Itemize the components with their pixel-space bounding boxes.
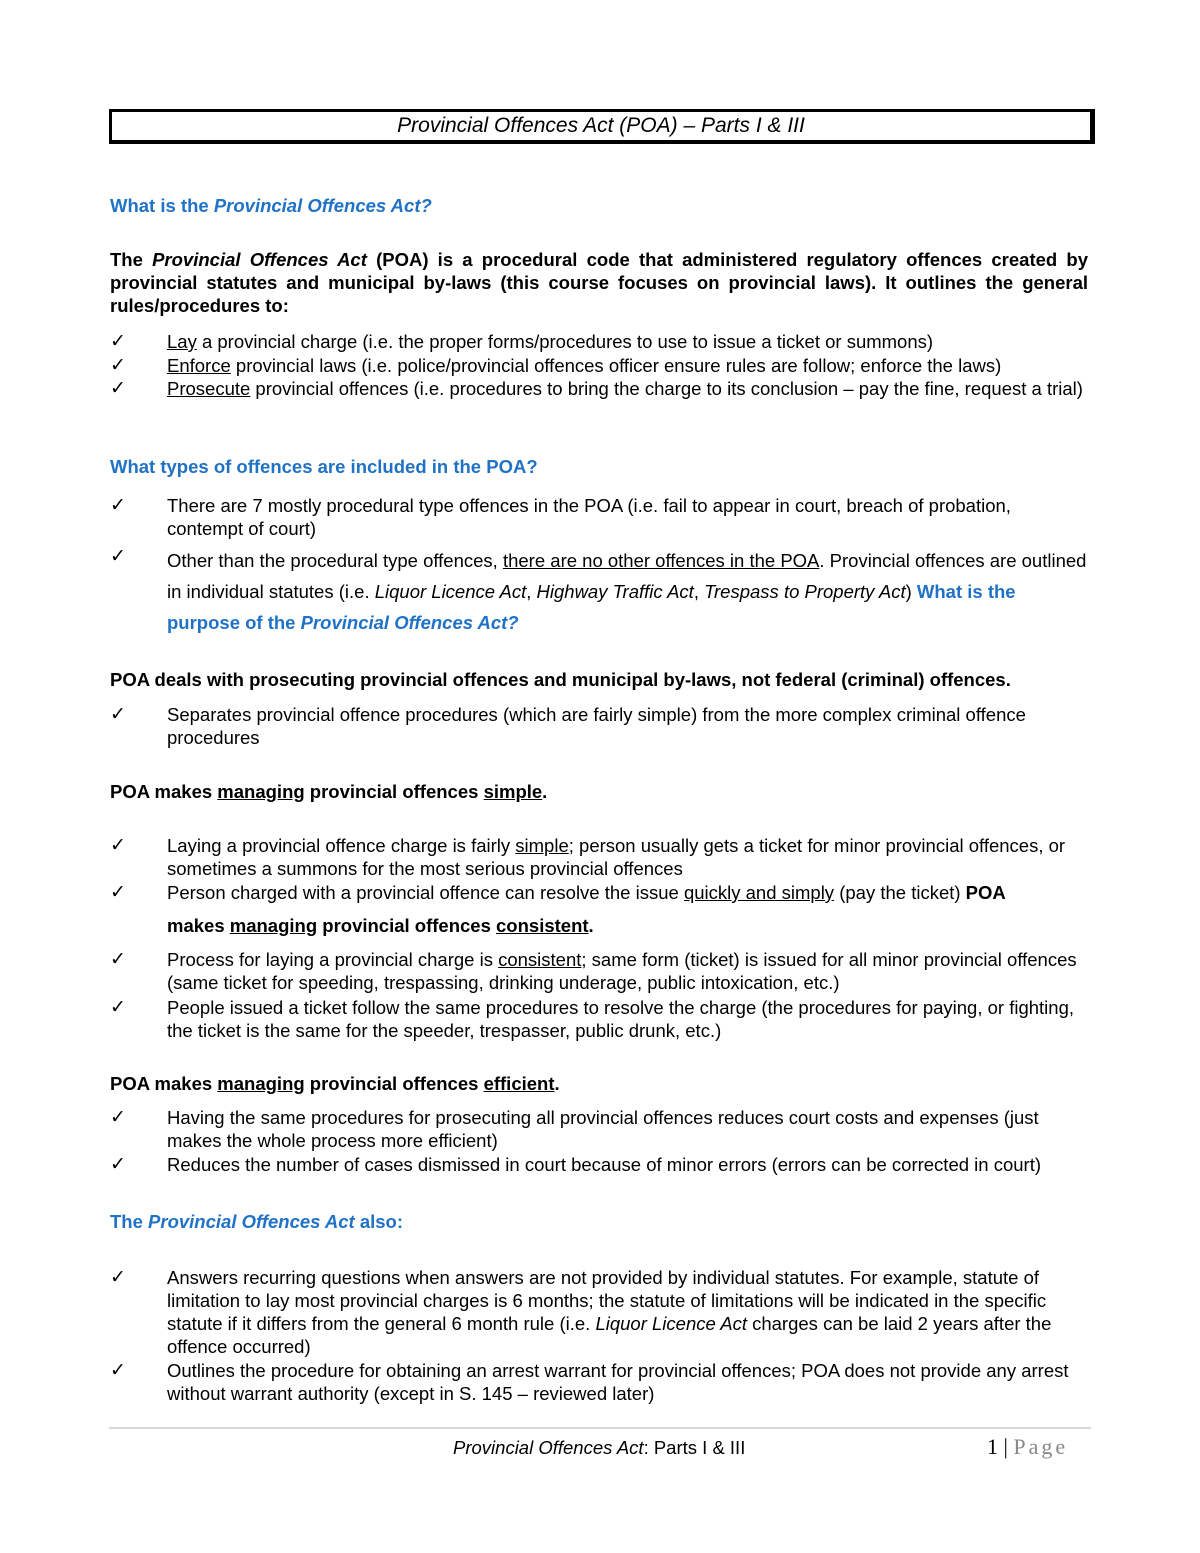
list-item: Person charged with a provincial offence can resolve the issue quickly and simply (pay the ticket) POA [167,882,1006,903]
list-item: There are 7 mostly procedural type offences in the POA (i.e. fail to appear in court, breach of probation, contempt of court) [167,495,1011,539]
check-icon: ✓ [110,546,126,567]
check-icon: ✓ [110,355,126,376]
section-heading-offence-types: What types of offences are included in the POA? [110,456,538,477]
list-item: Prosecute provincial offences (i.e. procedures to bring the charge to its conclusion – pay the fine, request a trial) [167,378,1083,399]
check-icon: ✓ [110,835,126,856]
list-item: Reduces the number of cases dismissed in court because of minor errors (errors can be corrected in court) [167,1154,1041,1175]
section-heading-also: The Provincial Offences Act also: [110,1211,404,1232]
list-item: Process for laying a provincial charge is consistent; same form (ticket) is issued for all minor provincial offences (same ticket for speeding, trespassing, drinking underage, public intoxication, etc.) [167,949,1077,993]
section-heading-what-is-poa: What is the Provincial Offences Act? [110,195,432,216]
footer-rule [109,1427,1091,1429]
list-item: Laying a provincial offence charge is fairly simple; person usually gets a ticket for minor provincial offences, or sometimes a summons for the most serious provincial offences [167,835,1066,879]
heading-efficient: POA makes managing provincial offences efficient. [110,1073,560,1094]
list-item: Enforce provincial laws (i.e. police/provincial offences officer ensure rules are follow; enforce the laws) [167,355,1002,376]
list-item: Lay a provincial charge (i.e. the proper forms/procedures to use to issue a ticket or summons) [167,331,934,352]
list-item: Having the same procedures for prosecuting all provincial offences reduces court costs and expenses (just makes the whole process more efficient) [167,1107,1039,1151]
heading-simple: POA makes managing provincial offences simple. [110,781,548,802]
check-icon: ✓ [110,378,126,399]
check-icon: ✓ [110,949,126,970]
check-icon: ✓ [110,1107,126,1128]
list-item: Outlines the procedure for obtaining an arrest warrant for provincial offences; POA does not provide any arrest without warrant authority (except in S. 145 – reviewed later) [167,1360,1069,1404]
page-number: 1 | Page [987,1434,1069,1459]
section-heading-purpose: What is the purpose of the [167,581,1016,633]
list-item: Separates provincial offence procedures (which are fairly simple) from the more complex criminal offence procedures [167,704,1026,748]
check-icon: ✓ [110,997,126,1018]
statement-federal: POA deals with prosecuting provincial offences and municipal by-laws, not federal (criminal) offences. [110,669,1011,690]
check-icon: ✓ [110,331,126,352]
list-item: People issued a ticket follow the same procedures to resolve the charge (the procedures for paying, or fighting, the ticket is the same for the speeder, trespasser, public drunk, etc.) [167,997,1075,1041]
check-icon: ✓ [110,1154,126,1175]
check-icon: ✓ [110,495,126,516]
intro-paragraph: The Provincial Offences Act (POA) is a procedural code that administered regulatory offences created by provincial statutes and municipal by-laws (this course focuses on provincial laws). It outlines the general rules/procedures to: [110,249,1088,316]
check-icon: ✓ [110,1360,126,1381]
check-icon: ✓ [110,704,126,725]
list-item: Answers recurring questions when answers are not provided by individual statutes. For example, statute of limitation to lay most provincial charges is 6 months; the statute of limitations will be indicated in the specific statute if it differs from the general 6 month rule (i.e. Liquor Licence Act charges can be laid 2 years after the offence occurred) [167,1267,1052,1357]
check-icon: ✓ [110,882,126,903]
document-title: Provincial Offences Act (POA) – Parts I & III [109,109,1095,144]
footer-title: Provincial Offences Act: Parts I & III [453,1437,746,1458]
list-item: Other than the procedural type offences, there are no other offences in the POA. Provincial offences are outlined in individual statutes (i.e. Liquor Licence Act, Highway Traffic Act, Trespass to Property Act) What is the purpose of the Provincial Offences Act? [167,550,1087,633]
check-icon: ✓ [110,1267,126,1288]
heading-consistent: makes managing provincial offences consistent. [167,915,594,936]
